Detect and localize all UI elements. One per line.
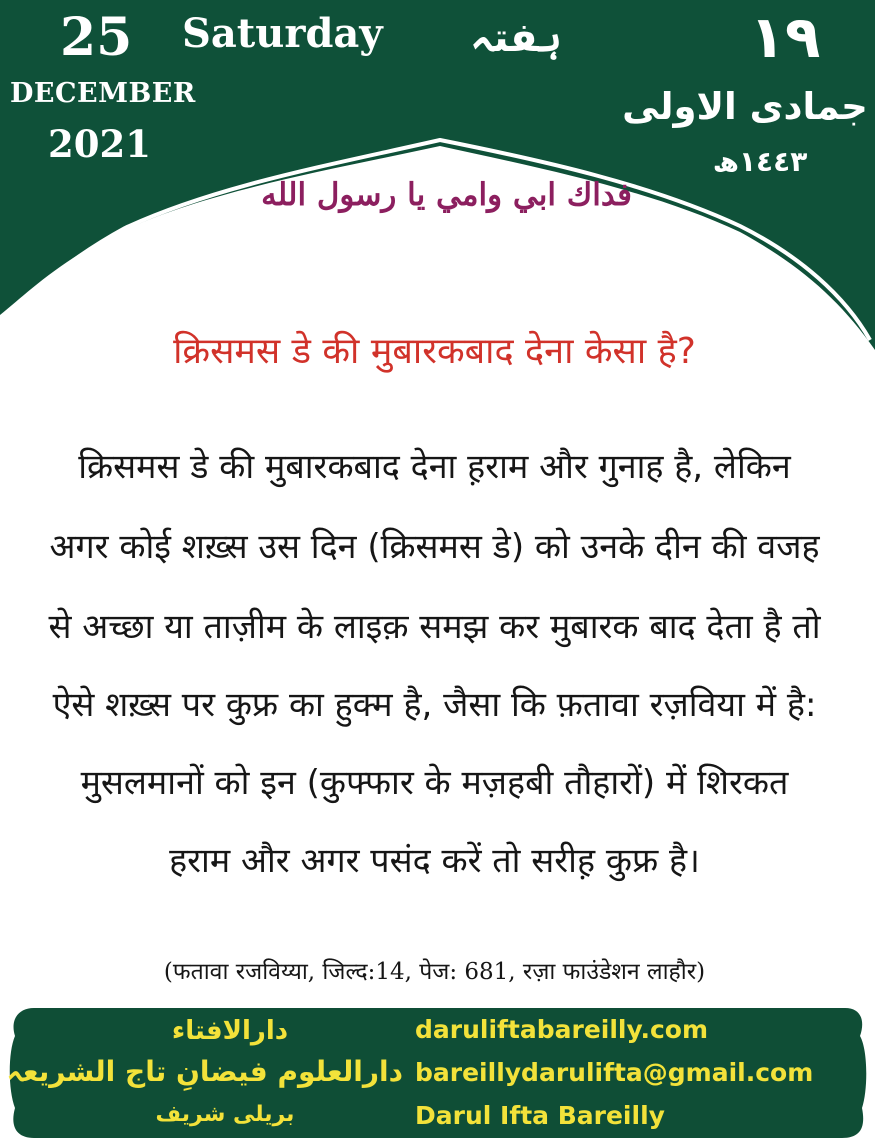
hijri-month: جمادی الاولی — [622, 85, 868, 128]
weekday-urdu: ہفتہ — [470, 15, 562, 61]
reference-citation: (फतावा रजविय्या, जिल्द:14, पेज: 681, रज़ा फाउंडेशन लाहौर) — [163, 959, 706, 985]
gregorian-month: DECEMBER — [10, 78, 196, 109]
hijri-day-number: ١٩ — [749, 3, 821, 71]
weekday-english: Saturday — [182, 10, 383, 57]
body-line: क्रिसमस डे की मुबारकबाद देना ह़राम और गुनाह है, लेकिन — [78, 447, 791, 487]
body-line: हराम और अगर पसंद करें तो सरीह़ कुफ्र है। — [169, 841, 700, 881]
body-line: मुसलमानों को इन (कुफ्फार के मज़हबी तौहारों) में शिरकत — [80, 763, 789, 803]
hijri-year: ١٤٤٣ھ — [712, 145, 808, 178]
body-line: अगर कोई शख़्स उस दिन (क्रिसमस डे) को उनके दीन की वजह — [49, 527, 820, 567]
gregorian-year: 2021 — [48, 122, 151, 166]
gregorian-day-number: 25 — [60, 7, 133, 68]
body-line: ऐसे शख़्स पर कुफ्र का हुक्म है, जैसा कि फ़तावा रज़विया में है: — [52, 685, 817, 725]
footer-institution-line2: دارالعلوم فیضانِ تاج الشریعہ — [6, 1055, 403, 1088]
question-title: क्रिसमस डे की मुबारकबाद देना केसा है? — [173, 331, 696, 372]
website-link[interactable]: daruliftabareilly.com — [415, 1015, 709, 1044]
email-link[interactable]: bareillydarulifta@gmail.com — [415, 1058, 814, 1087]
footer-institution-line1: دارالافتاء — [171, 1016, 289, 1046]
organization-name: Darul Ifta Bareilly — [415, 1101, 665, 1130]
calligraphy-emblem: فداك ابي وامي يا رسول الله — [261, 177, 632, 213]
footer-institution-line3: بریلی شریف — [155, 1102, 295, 1127]
body-line: से अच्छा या ताज़ीम के लाइक़ समझ कर मुबारक बाद देता है तो — [48, 607, 821, 647]
